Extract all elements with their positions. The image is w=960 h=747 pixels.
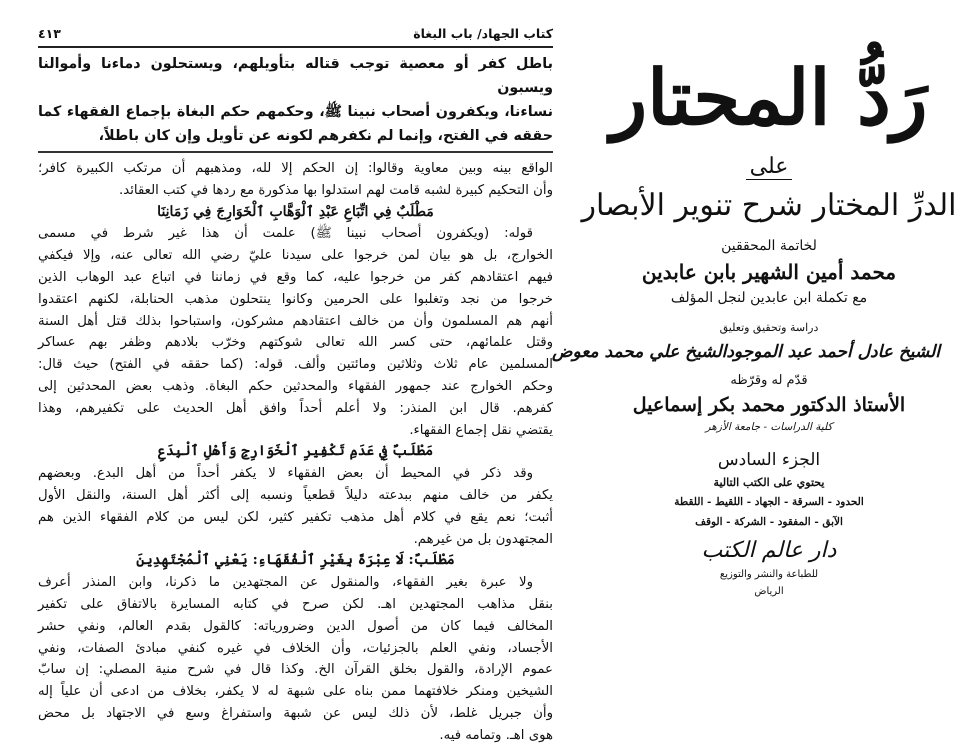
commentary-line: يكفر من خالف منهم ببدعته دليلاً قطعياً ونسبه إلى أكثر أهل السنة، والنقل الأول — [38, 487, 553, 503]
running-header — [38, 24, 553, 44]
commentary-line: وأن التحكيم كبيرة لشبه قامت لهم استدلوا بها مذكورة مع ردها في كتب العقائد. — [118, 182, 553, 198]
cover-ala — [578, 152, 960, 182]
commentary-line: المخالف فيما كان من أصول الدين وضرورياته: كالقول بقدم العالم، ونفي حشر — [38, 618, 553, 634]
commentary-line: بنقل مذاهب المجتهدين اهـ. لكن صرح في كتابه المسايرة بالاتفاق على تكفير — [38, 596, 553, 612]
main-text-line: حققه في الفتح، وإنما لم نكفرهم لكونه عن تأويل وإن كان باطلاً، — [98, 128, 553, 144]
cover-books-line: الحدود - السرقة - الجهاد - اللقيط - اللقطة — [674, 496, 864, 508]
commentary-line: عموم الإرادة، والقول بخلق القرآن الخ. وكذا قال في شرح منية المصلي: إن سابّ — [38, 662, 553, 678]
commentary-line: أنهم هم المسلمون وأن من خالف اعتقادهم مشركون، واستباحوا بذلك قتل أهل السنة — [38, 313, 553, 329]
book-cover — [552, 0, 960, 720]
commentary-line: المجتهدون بل من غيرهم. — [413, 531, 553, 547]
cover-study-label: دراسة وتحقيق وتعليق — [719, 321, 819, 334]
publisher-tagline: للطباعة والنشر والتوزيع — [719, 569, 819, 580]
cover-editors — [552, 340, 960, 364]
left-page — [38, 0, 553, 743]
cover-books-line: الآبق - المفقود - الشركة - الوقف — [695, 516, 843, 528]
commentary-line: وقتل علمائهم، حتى كسر الله تعالى شوكتهم وخرّب بلادهم وظفر بهم عساكر — [38, 335, 553, 351]
commentary-line: ولا عبرة بغير الفقهاء، والمنقول عن المجتهدين ما ذكرنا، وابن المنذر أعرف — [38, 575, 533, 591]
commentary-text — [38, 158, 553, 747]
main-text-line: باطل كفر أو معصية توجب قتاله بتأويلهم، ويستحلون دماءنا وأموالنا ويسبون — [38, 56, 553, 96]
commentary-divider — [38, 151, 553, 153]
commentary-line: هوى اهـ. وتمامه فيه. — [439, 727, 553, 743]
cover-takmila: مع تكملة ابن عابدين لنجل المؤلف — [670, 290, 868, 306]
publisher-logo: دار عالم الكتب — [701, 538, 837, 563]
commentary-line: كفرهم. قال ابن المنذر: ولا أعلم أحداً وافق أهل الحديث على تكفيرهم، وهذا — [38, 400, 553, 416]
cover-khatimat: لخاتمة المحققين — [721, 238, 817, 254]
commentary-line: خرجوا من نجد وتغلبوا على الحرمين وكانوا ينتحلون مذهب الحنابلة، لكنهم اعتقدوا — [38, 291, 553, 307]
commentary-line: أثبت؛ نعم يقع في كلام أهل مذهب تكفير كثير، لكن ليس من كلام الفقهاء الذين هم — [38, 509, 553, 525]
cover-ala-text: على — [746, 154, 793, 180]
cover-subtitle: الدرِّ المختار شرح تنوير الأبصار — [581, 188, 957, 223]
cover-contains-label: يحتوي على الكتب التالية — [713, 476, 825, 489]
commentary-line: الأجساد، ونفي العلم بالجزئيات، وأن الخلاف في غيره كنفي مبادئ الصفات، ونفي — [38, 640, 553, 656]
header-rule — [38, 46, 553, 48]
cover-intro-label: قدّم له وقرّظه — [730, 373, 808, 388]
commentary-line: الخوارج، بل هو بيان لمن خرجوا على سيدنا عليّ رضي الله تعالى عنه، وإلا فيكفي — [38, 248, 553, 264]
commentary-line: الشيخين ومنكر خلافتهما ممن بناه على شبهة له لا يكفر، بخلاف من ادعى أن علياً إله — [38, 684, 553, 700]
commentary-line: المسلمين عام ثلاث وثلاثين ومائتين وألف. قوله: (كما حققه في الفتح) حيث قال: — [38, 357, 553, 373]
cover-volume: الجزء السادس — [717, 450, 821, 470]
cover-intro-by: الأستاذ الدكتور محمد بكر إسماعيل — [632, 394, 906, 416]
cover-editor: الشيخ علي محمد معوض — [552, 342, 727, 362]
commentary-line: وأن جبريل غلط، لأن ذلك ليس عن شبهة واستفراغ وسع في الاجتهاد بل محض — [38, 705, 553, 721]
cover-title: رَدُّ المحتار — [610, 53, 928, 142]
publisher-city: الرياض — [754, 586, 784, 597]
cover-author: محمد أمين الشهير بابن عابدين — [641, 260, 897, 284]
commentary-line: قوله: (ويكفرون أصحاب نبينا ﷺ) علمت أن هذا غير شرط في مسمى — [38, 226, 533, 242]
commentary-line: يقتضي نقل إجماع الفقهاء. — [409, 422, 553, 438]
section-heading: مَطْلَبٌ: لَا عِبْرَةَ بِغَيْرِ ٱلْفُقَهَاءِ: يَعْنِي ٱلْمُجْتَهِدِينَ — [136, 552, 455, 569]
commentary-line: الواقع بينه وبين معاوية وقالوا: إن الحكم إلا لله، ومذهبهم أن مرتكب الكبيرة كافر؛ — [38, 161, 553, 176]
commentary-line: وحكم الخوارج عند جمهور الفقهاء والمحدثين حكم البغاة. وذهب بعض المحدثين إلى — [38, 378, 553, 394]
running-header-title: كتاب الجهاد/ باب البغاة — [413, 26, 553, 41]
commentary-line: وقد ذكر في المحيط أن بعض الفقهاء لا يكفر أحداً من أهل البدع. وبعضهم — [38, 466, 533, 482]
cover-editor: الشيخ عادل أحمد عبد الموجود — [726, 342, 940, 362]
main-text-line: نساءنا، ويكفرون أصحاب نبينا ﷺ، وحكمهم حكم البغاة بإجماع الفقهاء كما — [38, 104, 553, 120]
page-number: ٤١٣ — [38, 26, 61, 41]
commentary-line: فيهم اعتقادهم كفر من خرجوا عليه، كما وقع في زماننا في اتباع عبد الوهاب الذين — [38, 269, 553, 285]
section-heading: مَطْلَبٌ فِي اتِّبَاعِ عَبْدِ ٱلْوَهَّابِ ٱلْخَوَارِجَ فِي زَمَانِنَا — [157, 203, 434, 220]
cover-intro-affiliation: كلية الدراسات - جامعة الأزهر — [705, 421, 833, 433]
main-text — [38, 52, 553, 148]
section-heading: مَطْلَبٌ فِي عَدَمِ تَكْفِيرِ ٱلْخَوَارِجِ وَأَهْلِ ٱلْبِدَعِ — [157, 443, 434, 460]
